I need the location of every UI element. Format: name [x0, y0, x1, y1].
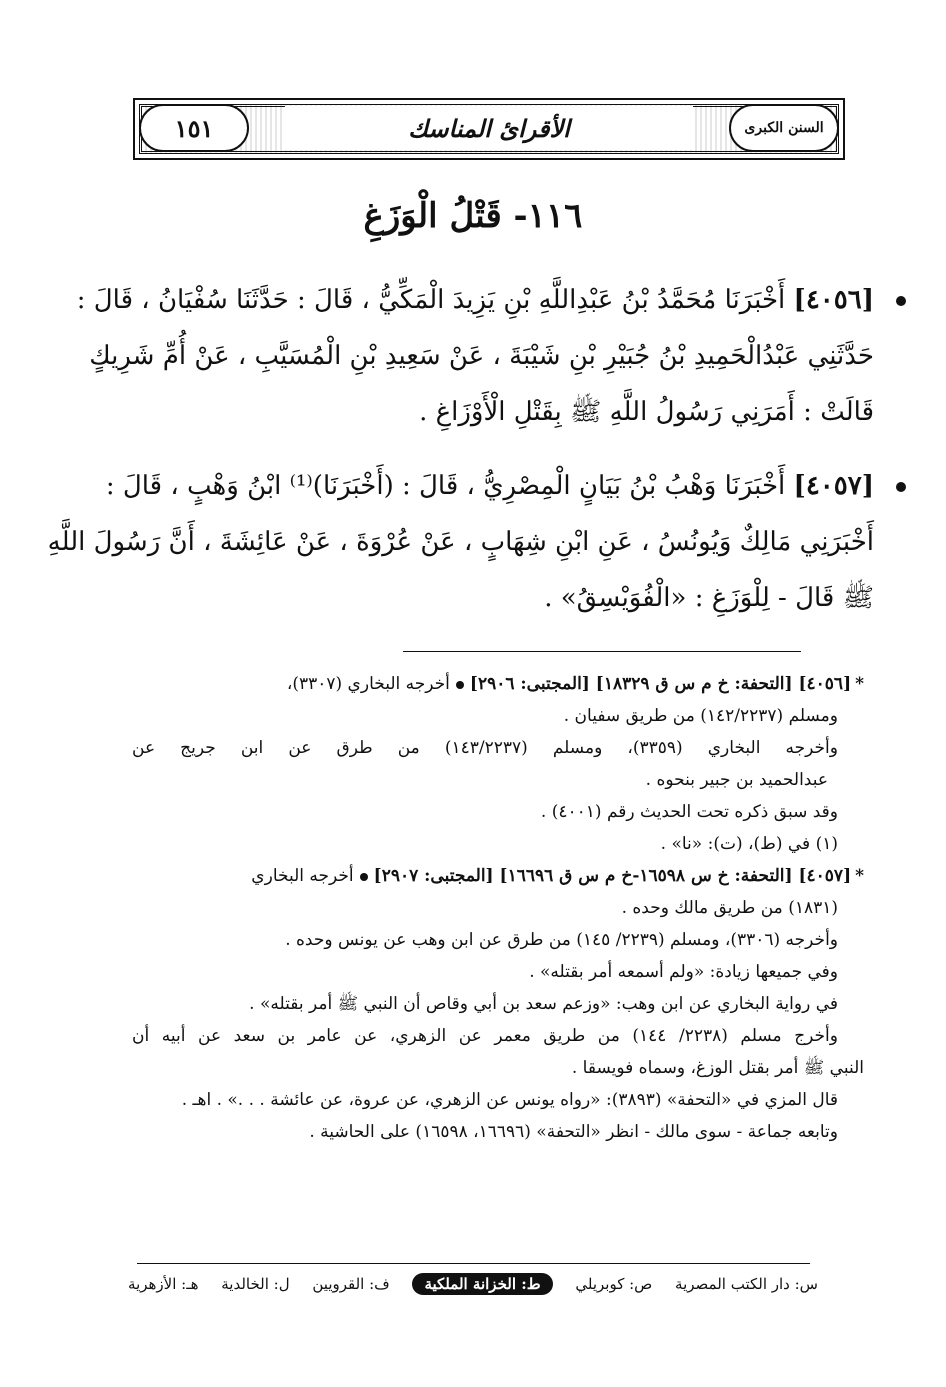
footnote-line: وأخرجه البخاري (٣٣٥٩)، ومسلم (١٤٣/٢٢٣٧) من طرق عن ابن جريج عن: [132, 738, 838, 758]
footnote-text: أخرجه البخاري (٣٣٠٧)،: [286, 674, 450, 694]
legend-item: ص: كوبريلي: [575, 1275, 653, 1293]
book-logo-text: السنن الكبرى: [744, 120, 824, 136]
legend-item: ف: القرويين: [312, 1275, 390, 1293]
footnote-line: وفي جميعها زيادة: «ولم أسمعه أمر بقتله» .: [529, 962, 838, 982]
legend-item: س: دار الكتب المصرية: [675, 1275, 818, 1293]
footnote-text: أخرجه البخاري: [251, 866, 354, 886]
book-logo: [729, 104, 839, 152]
asterisk-icon: *: [855, 674, 864, 694]
legend-item: هـ: الأزهرية: [128, 1275, 199, 1293]
chapter-title: ١١٦- قَتْلُ الْوَزَغِ: [363, 196, 583, 236]
hadith-4057: [47, 458, 874, 626]
hadith-number: [٤٠٥٧]: [793, 471, 874, 501]
asterisk-icon: *: [855, 866, 864, 886]
hadith-line: حَدَّثَنِي عَبْدُالْحَمِيدِ بْنُ جُبَيْرِ بْنِ شَيْبَةَ ، عَنْ سَعِيدِ بْنِ الْمُسَيَّبِ ، عَنْ أُمِّ شَرِيكٍ: [89, 341, 874, 371]
hadith-line: [76, 272, 874, 328]
footnote-ref: [٤٠٥٧] [التحفة: خ س ١٦٥٩٨-خ م س ق ١٦٦٩٦] [المجتبى: ٢٩٠٧]: [373, 866, 852, 886]
hadith-line: [105, 458, 874, 514]
page-number: ١٥١: [174, 113, 214, 143]
manuscript-legend: [128, 1268, 818, 1300]
footnote-line: وقد سبق ذكره تحت الحديث رقم (٤٠٠١) .: [540, 802, 838, 822]
footnote-separator: [403, 651, 801, 652]
footnote-line: وأخرج مسلم (٢٢٣٨/ ١٤٤) من طريق معمر عن الزهري، عن عامر بن سعد عن أبيه أن: [132, 1026, 838, 1046]
bullet-icon: [360, 873, 368, 881]
hadith-line: قَالَتْ : أَمَرَنِي رَسُولُ اللَّهِ ﷺ بِقَتْلِ الْأَوْزَاغِ .: [419, 397, 874, 427]
hadith-line: ﷺ قَالَ - لِلْوَزَغِ : «الْفُوَيْسِقُ» .: [544, 583, 874, 613]
footnote-ref: [٤٠٥٦] [التحفة: خ م س ق ١٨٣٢٩] [المجتبى: ٢٩٠٦]: [469, 674, 852, 694]
hadith-text: أَخْبَرَنَا مُحَمَّدُ بْنُ عَبْدِاللَّهِ بْنِ يَزِيدَ الْمَكِّيُّ ، قَالَ : حَدَّثَنَا سُفْيَانُ ، قَالَ :: [76, 285, 786, 315]
page-number-seal: [139, 104, 249, 152]
footnote-line: وتابعه جماعة - سوى مالك - انظر «التحفة» (١٦٦٩٦، ١٦٥٩٨) على الحاشية .: [309, 1122, 838, 1142]
footnote-line: النبي ﷺ أمر بقتل الوزغ، وسماه فويسقا .: [571, 1058, 864, 1078]
footnote-line: [132, 668, 864, 700]
footnote-line: (١٨٣١) من طريق مالك وحده .: [621, 898, 838, 918]
bullet-icon: [896, 482, 906, 492]
footnote-marker-line: (١) في (ط)، (ت): «نا» .: [660, 834, 838, 854]
footnote-line: ومسلم (١٤٢/٢٢٣٧) من طريق سفيان .: [563, 706, 838, 726]
legend-item: ل: الخالدية: [221, 1275, 290, 1293]
footnote-line: في رواية البخاري عن ابن وهب: «وزعم سعد بن أبي وقاص أن النبي ﷺ أمر بقتله» .: [249, 994, 838, 1014]
footnote-line: وأخرجه (٣٣٠٦)، ومسلم (٢٢٣٩/ ١٤٥) من طرق عن ابن وهب عن يونس وحده .: [285, 930, 838, 950]
hadith-text: أَخْبَرَنَا وَهْبُ بْنُ بَيَانٍ الْمِصْرِيُّ ، قَالَ : (أَخْبَرَنَا)⁽¹⁾ ابْنُ وَهْبٍ ، قَالَ :: [105, 471, 786, 501]
running-title: الأقرائ المناسك: [285, 106, 693, 150]
footnote-line: عبدالحميد بن جبير بنحوه .: [645, 770, 828, 790]
hadith-4056: [76, 272, 874, 440]
page-header: [133, 98, 845, 160]
bullet-icon: [456, 681, 464, 689]
hadith-number: [٤٠٥٦]: [793, 285, 874, 315]
bullet-icon: [896, 296, 906, 306]
legend-separator: [137, 1263, 810, 1264]
hadith-line: أَخْبَرَنِي مَالِكٌ وَيُونُسُ ، عَنِ ابْنِ شِهَابٍ ، عَنْ عُرْوَةَ ، عَنْ عَائِشَةَ ، أَنَّ رَسُولَ اللَّهِ: [47, 527, 874, 557]
footnotes: [132, 668, 864, 1148]
footnote-line: قال المزي في «التحفة» (٣٨٩٣): «رواه يونس عن الزهري، عن عروة، عن عائشة . . .» . اهـ .: [181, 1090, 838, 1110]
footnote-line: [132, 860, 864, 892]
legend-item-highlighted: ط: الخزانة الملكية: [412, 1273, 552, 1295]
